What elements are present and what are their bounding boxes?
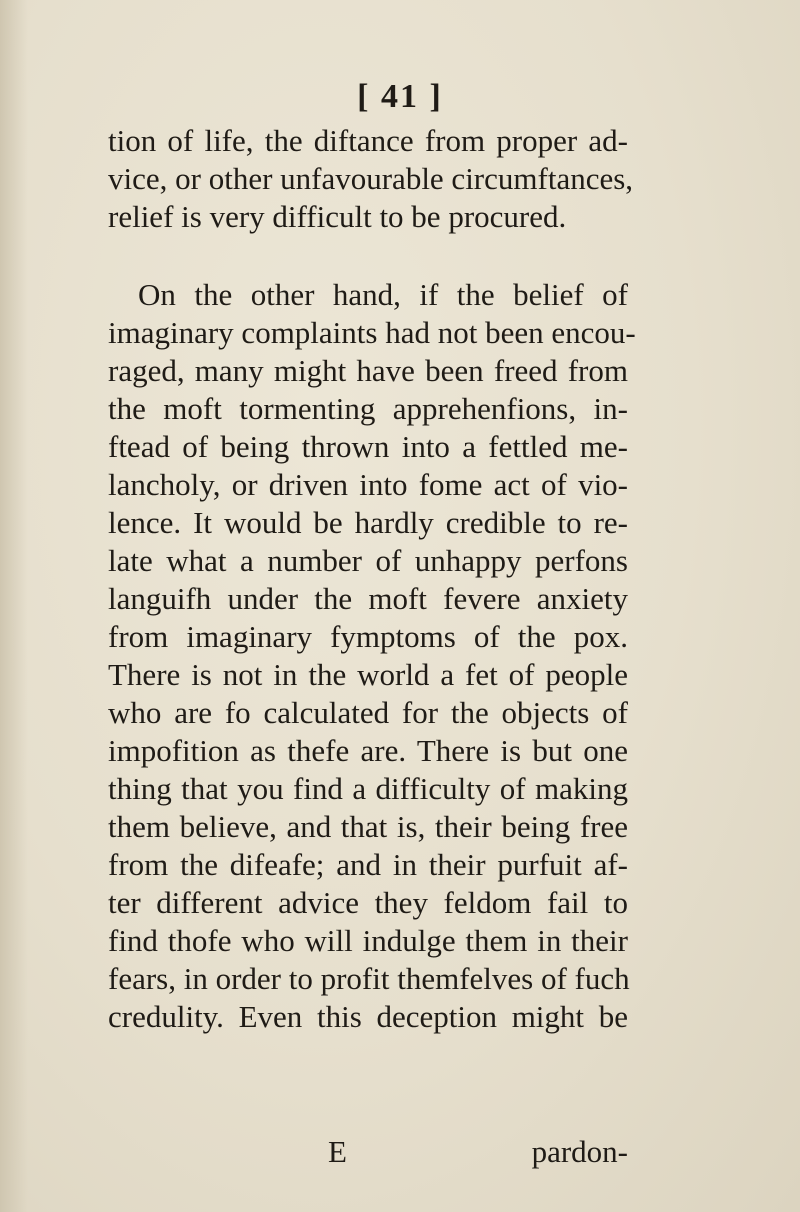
text-line: them believe, and that is, their being free [108,809,628,844]
page-gutter-shadow [0,0,28,1212]
signature-mark: E [328,1134,347,1169]
page-number-header: [ 41 ] [357,78,443,115]
text-line: who are fo calculated for the objects of [108,695,628,730]
text-line: relief is very difficult to be procured. [108,199,567,234]
text-line: vice, or other unfavourable circumftances, [108,161,634,196]
text-line: languifh under the moft fevere anxiety [108,581,628,616]
text-line: find thofe who will indulge them in their [108,923,628,958]
text-line: credulity. Even this deception might be [108,999,628,1034]
text-line: thing that you find a difficulty of making [108,771,628,806]
paragraph-spacer [108,236,628,276]
text-line: ftead of being thrown into a fettled me- [108,429,628,464]
paragraph-1 [108,122,634,236]
text-line: the moft tormenting apprehenfions, in- [108,391,628,426]
text-line: from the difeafe; and in their purfuit af- [108,847,628,882]
text-line: tion of life, the diftance from proper ad- [108,123,628,158]
text-line: lence. It would be hardly credible to re- [108,505,628,540]
text-line: raged, many might have been freed from [108,353,628,388]
text-line: There is not in the world a fet of people [108,657,628,692]
text-line: late what a number of unhappy perfons [108,543,628,578]
catchword: pardon- [531,1134,628,1169]
text-line: lancholy, or driven into fome act of vio- [108,467,628,502]
paragraph-2 [108,276,636,1036]
page-footer [108,1134,628,1174]
text-line: On the other hand, if the belief of [138,277,628,312]
text-line: ter different advice they feldom fail to [108,885,628,920]
body-text [108,122,636,1036]
text-line: imaginary complaints had not been encou- [108,315,636,350]
text-line: fears, in order to profit themfelves of fuch [108,961,630,996]
text-line: impofition as thefe are. There is but one [108,733,628,768]
text-line: from imaginary fymptoms of the pox. [108,619,628,654]
